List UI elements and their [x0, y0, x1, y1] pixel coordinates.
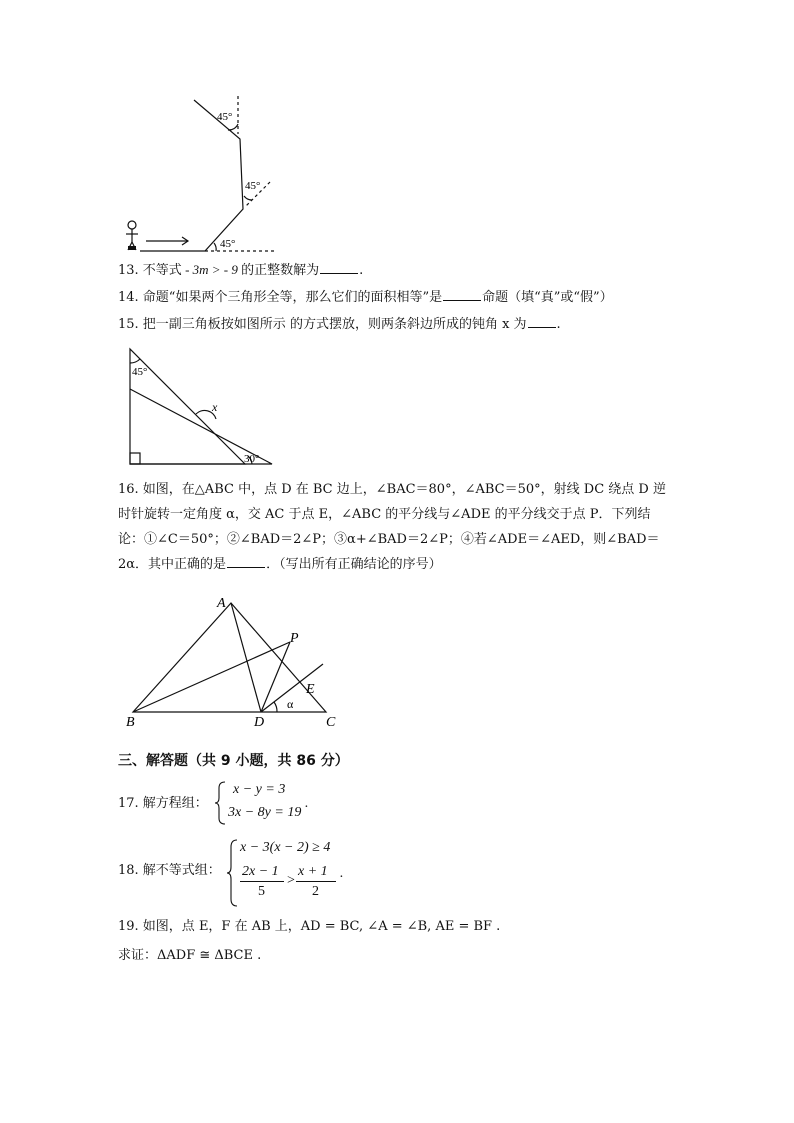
- question-19-line-1: 19. 如图，点 E，F 在 AB 上，AD = BC, ∠A = ∠B, AE = BF .: [118, 919, 501, 934]
- person-icon: [128, 246, 136, 250]
- angle-x-label: x: [212, 400, 218, 414]
- q16-line-4: 2α．其中正确的是 ．（写出所有正确结论的序号）: [118, 557, 442, 572]
- q16-line-2: 时针旋转一定角度 α，交 AC 于点 E，∠ABC 的平分线与∠ADE 的平分线交于点 P．下列结: [118, 507, 651, 522]
- question-13: 13. 不等式 - 3m > - 9 的正整数解为 .: [118, 262, 364, 278]
- q18-frac2-den: 2: [312, 884, 319, 899]
- q18-inequality-1: x − 3(x − 2) ≥ 4: [240, 840, 331, 855]
- q18-end: .: [340, 866, 344, 881]
- question-19-line-2: 求证：ΔADF ≅ ΔBCE .: [118, 948, 262, 963]
- angle-label-bottom: 45°: [220, 238, 236, 250]
- vertex-label-d: D: [254, 715, 265, 730]
- angle-alpha-label: α: [287, 697, 294, 711]
- q17-end: .: [305, 796, 309, 811]
- answer-blank-13[interactable]: [320, 261, 358, 274]
- question-14: 14. 命题“如果两个三角形全等，那么它们的面积相等”是 命题（填“真”或“假”）: [118, 290, 613, 305]
- angle-label-top: 45°: [217, 111, 233, 123]
- vertex-label-a: A: [217, 596, 226, 611]
- q16-line-3: 论：①∠C＝50°；②∠BAD＝2∠P；③α+∠BAD＝2∠P；④若∠ADE＝∠AED，则∠BAD＝: [118, 532, 660, 547]
- reflection-figure: [110, 94, 290, 254]
- vertex-label-c: C: [326, 715, 336, 730]
- q18-frac2-num: x + 1: [298, 864, 328, 879]
- q18-brace: [226, 838, 240, 908]
- question-17-label: 17. 解方程组：: [118, 796, 208, 811]
- question-16: [118, 477, 678, 577]
- q17-equation-1: x − y = 3: [233, 782, 286, 797]
- q18-frac1-den: 5: [258, 884, 265, 899]
- q18-frac1-num: 2x − 1: [242, 864, 279, 879]
- vertex-label-b: B: [126, 715, 135, 730]
- q18-frac1-bar: [240, 881, 284, 882]
- vertex-label-p: P: [290, 631, 299, 646]
- q18-frac2-bar: [296, 881, 336, 882]
- q16-line-1: 16. 如图，在△ABC 中，点 D 在 BC 边上，∠BAC＝80°，∠ABC＝50°，射线 DC 绕点 D 逆: [118, 482, 666, 497]
- question-15: 15. 把一副三角板按如图所示 的方式摆放，则两条斜边所成的钝角 x 为 .: [118, 317, 561, 332]
- q18-gt: >: [287, 873, 295, 888]
- q17-equation-2: 3x − 8y = 19: [228, 805, 302, 820]
- angle-30-label: 30°: [244, 453, 260, 465]
- question-18-label: 18. 解不等式组：: [118, 863, 221, 878]
- answer-blank-16[interactable]: [227, 555, 265, 568]
- angle-label-middle: 45°: [245, 180, 261, 192]
- set-squares-figure: [124, 345, 284, 470]
- angle-45-label: 45°: [132, 366, 148, 378]
- answer-blank-15[interactable]: [528, 315, 556, 328]
- answer-blank-14[interactable]: [443, 288, 481, 301]
- q17-brace: [214, 780, 228, 826]
- triangle-abc-figure: [120, 592, 350, 732]
- section-3-title: 三、解答题（共 9 小题，共 86 分）: [118, 753, 349, 769]
- vertex-label-e: E: [306, 682, 315, 697]
